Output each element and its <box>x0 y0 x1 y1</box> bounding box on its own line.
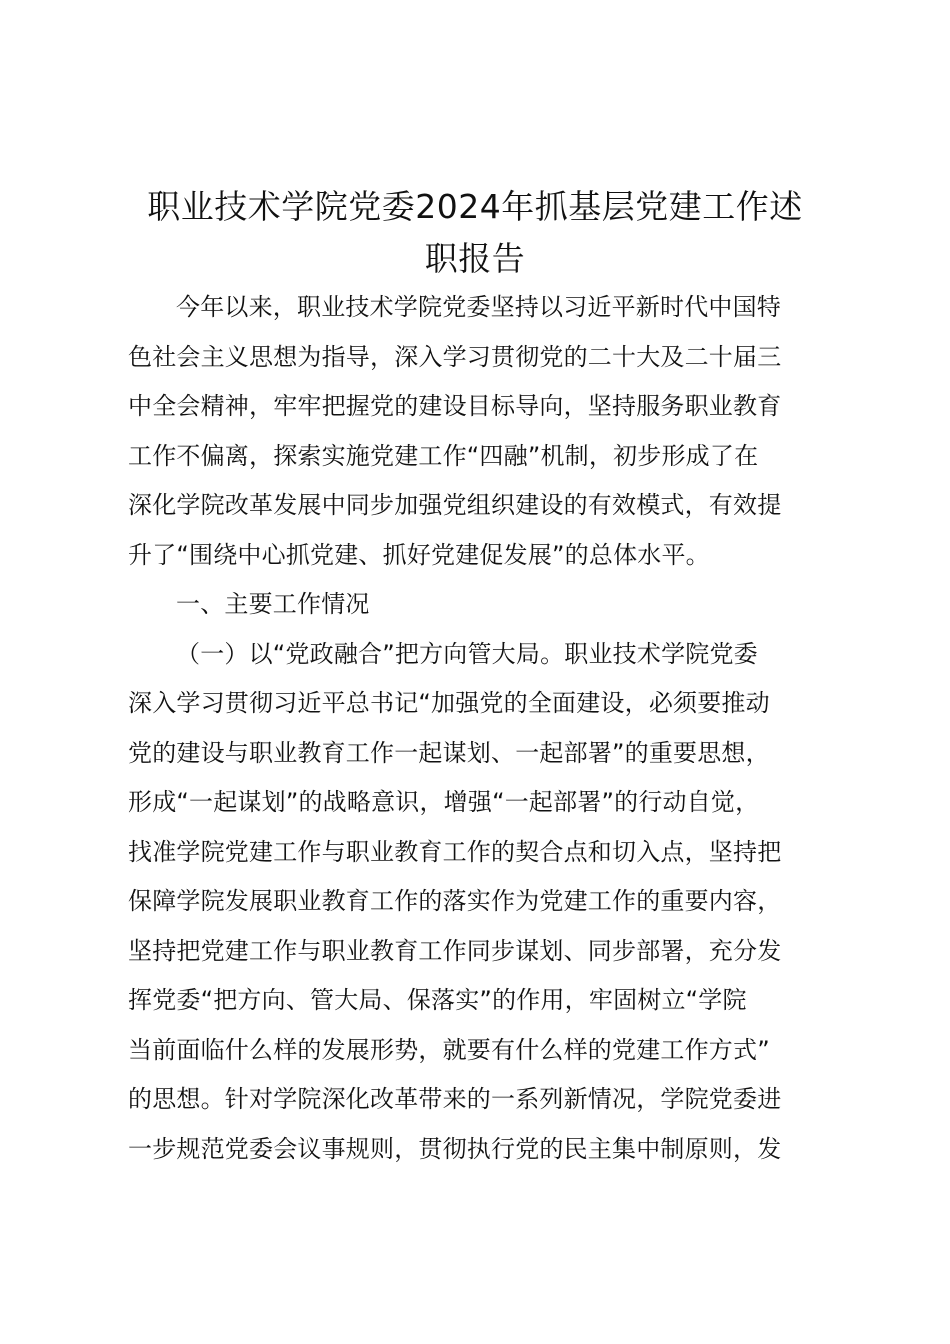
paragraph-1-line-5: 深化学院改革发展中同步加强党组织建设的有效模式，有效提 <box>128 491 782 519</box>
paragraph-2-line-2: 深入学习贯彻习近平总书记“加强党的全面建设，必须要推动 <box>128 689 770 717</box>
paragraph-2-line-9: 当前面临什么样的发展形势，就要有什么样的党建工作方式” <box>128 1035 770 1064</box>
title-line-2: 职报告 <box>424 239 526 278</box>
paragraph-2-line-6: 保障学院发展职业教育工作的落实作为党建工作的重要内容， <box>128 887 782 915</box>
paragraph-2-line-11: 一步规范党委会议事规则，贯彻执行党的民主集中制原则，发 <box>128 1134 782 1163</box>
paragraph-1-line-3: 中全会精神，牢牢把握党的建设目标导向，坚持服务职业教育 <box>128 392 782 420</box>
section-heading: 一、主要工作情况 <box>176 590 370 618</box>
paragraph-1-line-2: 色社会主义思想为指导，深入学习贯彻党的二十大及二十届三 <box>128 342 782 371</box>
title-line-1: 职业技术学院党委2024年抓基层党建工作述 <box>147 187 803 226</box>
paragraph-1-line-6: 升了“围绕中心抓党建、抓好党建促发展”的总体水平。 <box>128 540 710 569</box>
paragraph-2-line-5: 找准学院党建工作与职业教育工作的契合点和切入点，坚持把 <box>128 837 782 866</box>
paragraph-2-line-3: 党的建设与职业教育工作一起谋划、一起部署”的重要思想， <box>128 738 770 767</box>
document-title <box>110 181 840 285</box>
paragraph-2-line-8: 挥党委“把方向、管大局、保落实”的作用，牢固树立“学院 <box>128 986 747 1014</box>
document-body <box>128 283 838 1174</box>
paragraph-1-line-4: 工作不偏离，探索实施党建工作“四融”机制，初步形成了在 <box>128 441 759 470</box>
paragraph-2-line-7: 坚持把党建工作与职业教育工作同步谋划、同步部署，充分发 <box>128 936 782 965</box>
paragraph-2-line-1: （一）以“党政融合”把方向管大局。职业技术学院党委 <box>176 639 758 668</box>
paragraph-1-line-1: 今年以来，职业技术学院党委坚持以习近平新时代中国特 <box>176 293 781 321</box>
paragraph-2-line-10: 的思想。针对学院深化改革带来的一系列新情况，学院党委进 <box>128 1085 782 1113</box>
paragraph-2-line-4: 形成“一起谋划”的战略意识，增强“一起部署”的行动自觉， <box>128 788 760 816</box>
